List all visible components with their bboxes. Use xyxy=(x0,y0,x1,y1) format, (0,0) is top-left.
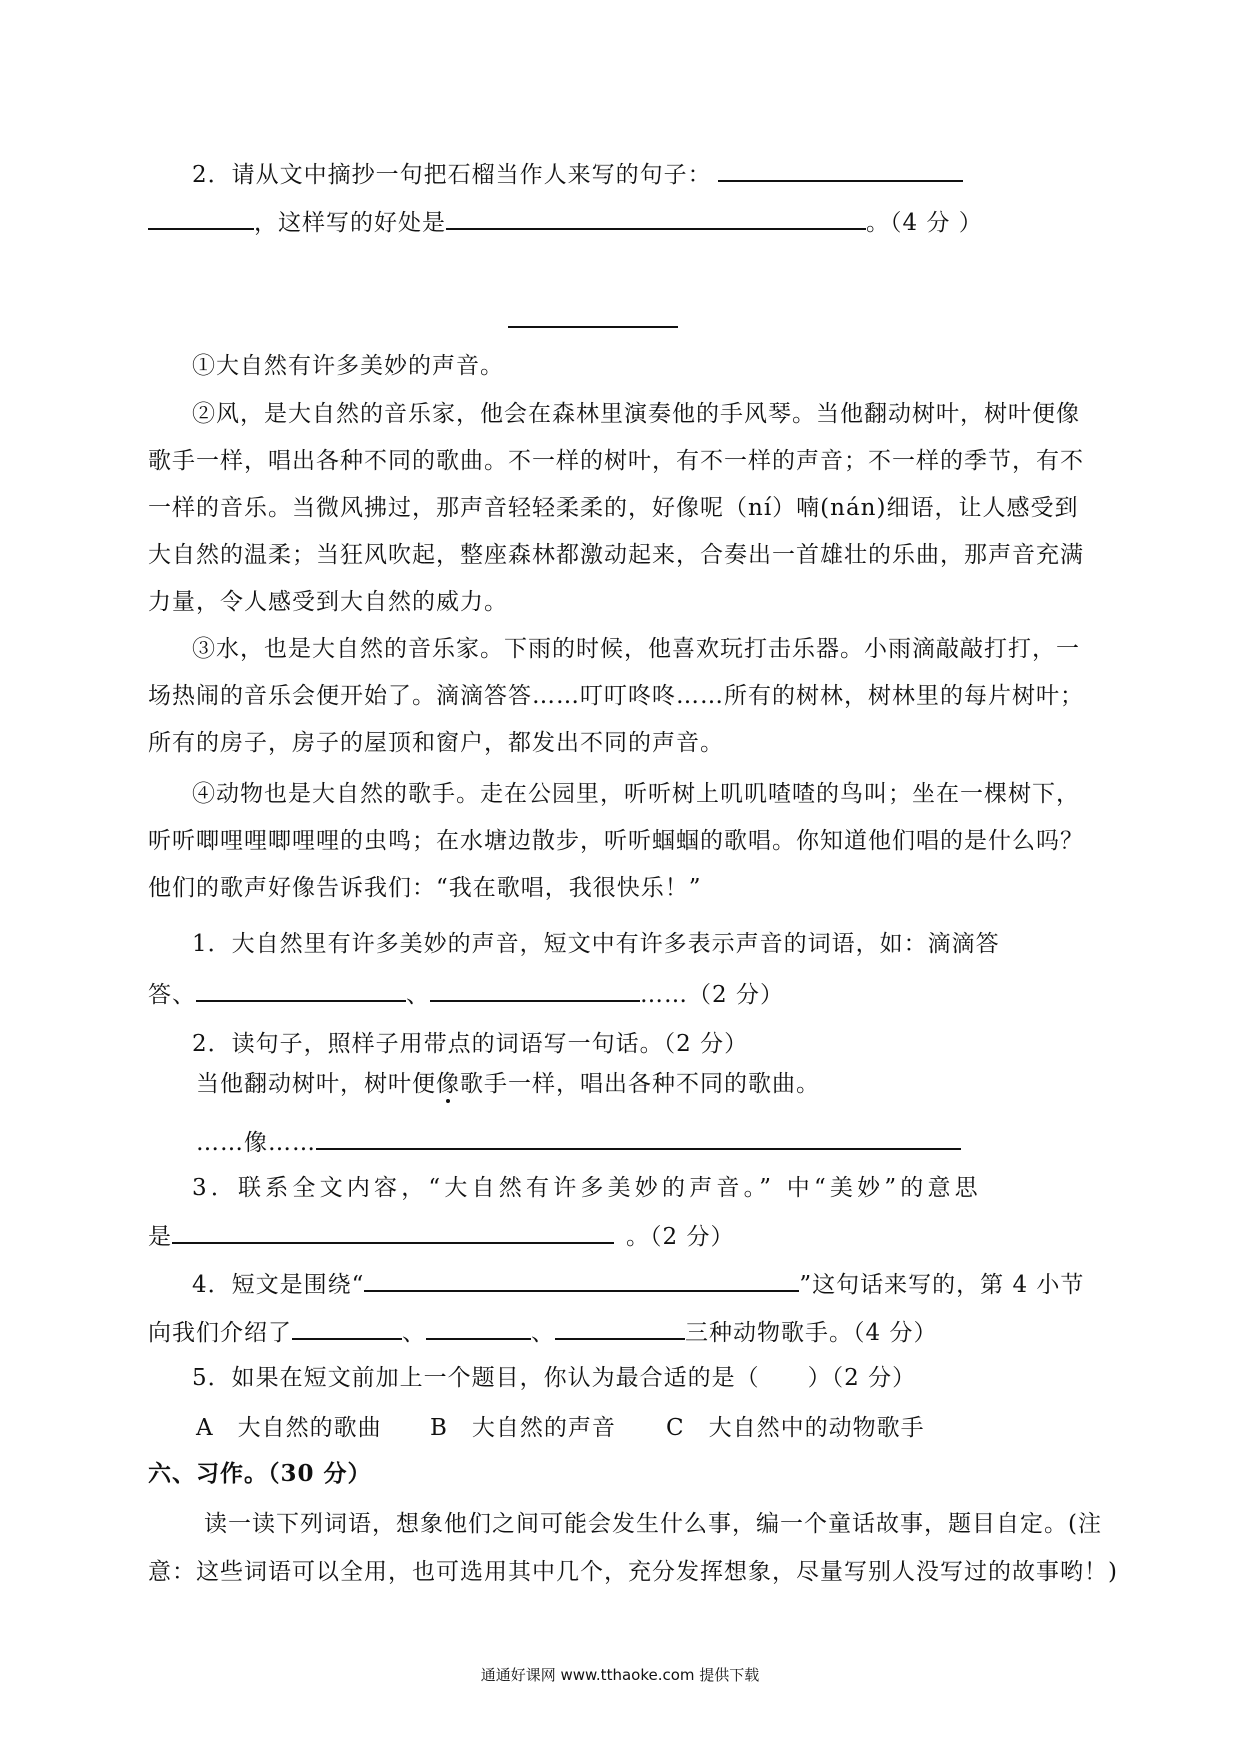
passage-title-blank[interactable] xyxy=(508,326,678,328)
q3-text-a: 是 xyxy=(148,1224,172,1250)
answer-blank[interactable] xyxy=(718,156,963,182)
q3-text-b: 。（2 分） xyxy=(626,1224,735,1250)
passage-p2-line: ②风，是大自然的音乐家，他会在森林里演奏他的手风琴。当他翻动树叶，树叶便像 xyxy=(192,401,1080,427)
q4-text-b: ”这句话来写的，第 4 小节 xyxy=(799,1272,1085,1298)
q4-text-c: 向我们介绍了 xyxy=(148,1320,292,1346)
section6-line1: 读一读下列词语，想象他们之间可能会发生什么事，编一个童话故事，题目自定。(注 xyxy=(204,1511,1102,1537)
passage-p1: ①大自然有许多美妙的声音。 xyxy=(192,353,504,379)
passage-p4-line: 他们的歌声好像告诉我们：“我在歌唱，我很快乐！” xyxy=(148,875,702,901)
q5-option-b[interactable]: B 大自然的声音 xyxy=(430,1415,616,1441)
q1-text-b: 、 xyxy=(406,982,430,1008)
passage-p4-line: 听听唧哩哩唧哩哩的虫鸣；在水塘边散步，听听蝈蝈的歌唱。你知道他们唱的是什么吗？ xyxy=(148,828,1084,854)
passage-p2-line: 歌手一样，唱出各种不同的歌曲。不一样的树叶，有不一样的声音；不一样的季节，有不 xyxy=(148,448,1084,474)
prev-q2-text: 2．请从文中摘抄一句把石榴当作人来写的句子： xyxy=(192,162,712,188)
q4-text-d: 三种动物歌手。（4 分） xyxy=(685,1320,938,1346)
q4-line2 xyxy=(148,1314,937,1349)
passage-p4-line: ④动物也是大自然的歌手。走在公园里，听听树上叽叽喳喳的鸟叫；坐在一棵树下， xyxy=(192,781,1080,807)
answer-blank[interactable] xyxy=(430,976,640,1002)
q4-sep: 、 xyxy=(402,1320,426,1346)
passage-p3-line: 场热闹的音乐会便开始了。滴滴答答……叮叮咚咚……所有的树林，树林里的每片树叶； xyxy=(148,683,1084,709)
passage-p2-line: 大自然的温柔；当狂风吹起，整座森林都激动起来，合奏出一首雄壮的乐曲，那声音充满 xyxy=(148,542,1084,568)
prev-q2-line1 xyxy=(192,156,963,191)
q2-example-a: 当他翻动树叶，树叶便 xyxy=(196,1071,436,1097)
answer-blank[interactable] xyxy=(426,1314,531,1340)
q1-text-a: 答、 xyxy=(148,982,196,1008)
q3-line1: 3．联系全文内容，“大自然有许多美妙的声音。” 中“美妙”的意思 xyxy=(192,1175,982,1201)
q5-option-c[interactable]: C 大自然中的动物歌手 xyxy=(666,1415,925,1441)
q4-sep: 、 xyxy=(531,1320,555,1346)
answer-blank[interactable] xyxy=(446,204,866,230)
prev-q2-line2 xyxy=(148,204,983,239)
q2-prompt-line xyxy=(196,1124,961,1159)
q3-line2 xyxy=(148,1218,734,1253)
q2-example xyxy=(196,1068,820,1100)
q5-option-a[interactable]: A 大自然的歌曲 xyxy=(196,1415,382,1441)
passage-p2-line: 一样的音乐。当微风拂过，那声音轻轻柔柔的，好像呢（ní）喃(nán)细语，让人感受到 xyxy=(148,495,1079,521)
prev-q2-mid: ，这样写的好处是 xyxy=(254,210,446,236)
answer-blank[interactable] xyxy=(316,1124,961,1150)
q4-line1 xyxy=(192,1266,1084,1301)
answer-blank[interactable] xyxy=(196,976,406,1002)
answer-blank[interactable] xyxy=(292,1314,402,1340)
q4-text-a: 4．短文是围绕“ xyxy=(192,1272,365,1298)
q1-line1: 1．大自然里有许多美妙的声音，短文中有许多表示声音的词语，如：滴滴答 xyxy=(192,931,1000,957)
passage-p3-line: ③水，也是大自然的音乐家。下雨的时候，他喜欢玩打击乐器。小雨滴敲敲打打，一 xyxy=(192,636,1080,662)
q2-example-dotted-word: 像 xyxy=(436,1071,460,1097)
passage-p3-line: 所有的房子，房子的屋顶和窗户，都发出不同的声音。 xyxy=(148,730,724,756)
q2-prompt: ……像…… xyxy=(196,1130,316,1156)
answer-blank[interactable] xyxy=(555,1314,685,1340)
section6-heading: 六、习作。（30 分） xyxy=(148,1460,372,1487)
answer-blank[interactable] xyxy=(172,1218,614,1244)
q5-options xyxy=(196,1412,925,1444)
answer-blank[interactable] xyxy=(148,204,254,230)
q1-text-c: ……（2 分） xyxy=(640,982,784,1008)
prev-q2-end: 。（4 分 ） xyxy=(866,210,983,236)
section6-line2: 意：这些词语可以全用，也可选用其中几个，充分发挥想象，尽量写别人没写过的故事哟！) xyxy=(148,1559,1118,1585)
passage-p2-line: 力量，令人感受到大自然的威力。 xyxy=(148,589,508,615)
q1-line2 xyxy=(148,976,784,1011)
page-footer: 通通好课网 www.tthaoke.com 提供下载 xyxy=(480,1666,760,1684)
answer-blank[interactable] xyxy=(364,1266,799,1292)
q2-line1: 2．读句子，照样子用带点的词语写一句话。（2 分） xyxy=(192,1031,749,1057)
q2-example-b: 歌手一样，唱出各种不同的歌曲。 xyxy=(460,1071,820,1097)
q5-line1: 5．如果在短文前加上一个题目，你认为最合适的是（ ）（2 分） xyxy=(192,1365,917,1391)
